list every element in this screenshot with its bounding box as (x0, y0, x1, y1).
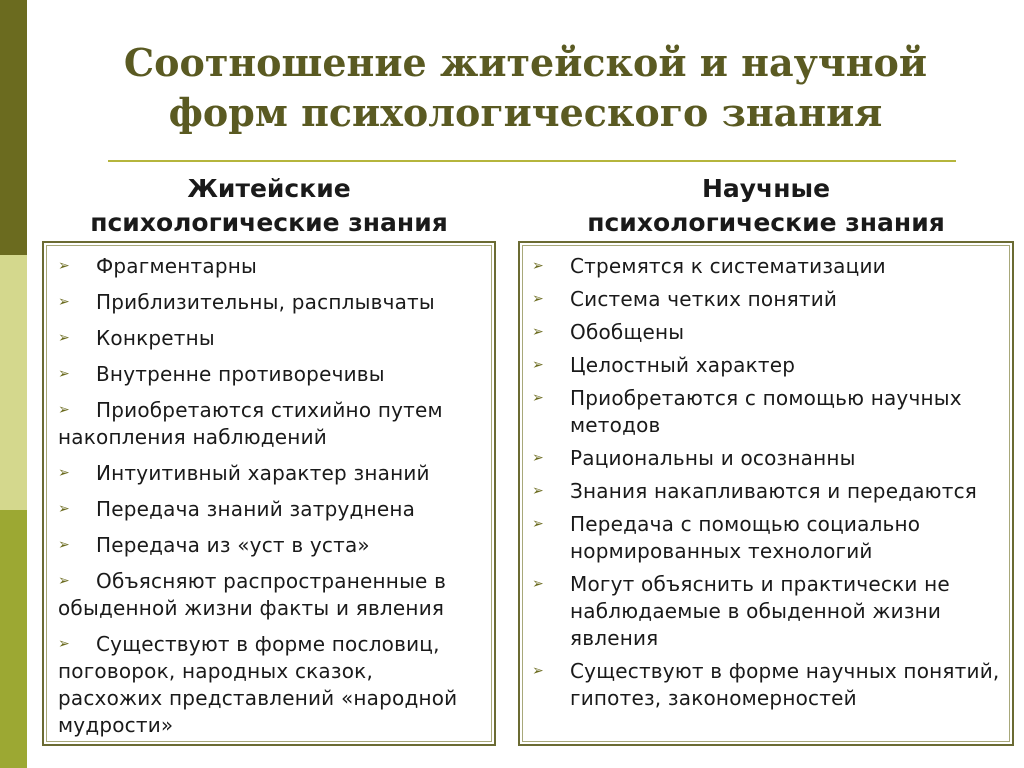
left-column-heading (42, 172, 496, 240)
list-item: ➢ Приобретаются с помощью научных методов (532, 386, 962, 437)
list-item: ➢ Целостный характер (532, 353, 796, 377)
list-item: ➢ Фрагментарны (58, 254, 258, 278)
right-heading-line-2: психологические знания (587, 208, 945, 237)
scientific-knowledge-box (518, 241, 1014, 746)
list-item: ➢ Система четких понятий (532, 287, 838, 311)
scientific-knowledge-list (532, 253, 1004, 712)
right-heading-line-1: Научные (701, 174, 831, 203)
list-item: ➢ Приобретаются стихийно путем накопления наблюдений (58, 398, 443, 449)
list-item: ➢ Передача из «уст в уста» (58, 533, 370, 557)
list-item: ➢ Передача знаний затруднена (58, 497, 416, 521)
decorative-bar-middle (0, 255, 27, 510)
slide-title (27, 38, 1024, 138)
arrow-chevron-icon: ➢ (532, 390, 544, 406)
arrow-chevron-icon: ➢ (532, 291, 544, 307)
right-column-heading (518, 172, 1014, 240)
list-item: ➢ Существуют в форме пословиц, поговорок, народных сказок, расхожих представлений «народной мудрости» (58, 632, 458, 737)
arrow-chevron-icon: ➢ (532, 258, 544, 274)
list-item: ➢ Знания накапливаются и передаются (532, 479, 977, 503)
arrow-chevron-icon: ➢ (532, 576, 544, 592)
arrow-chevron-icon: ➢ (532, 663, 544, 679)
left-heading-line-2: психологические знания (90, 208, 448, 237)
list-item: ➢ Существуют в форме научных понятий, гипотез, закономерностей (532, 659, 1000, 710)
arrow-chevron-icon: ➢ (532, 357, 544, 373)
everyday-knowledge-list (58, 253, 484, 739)
list-item: ➢ Рациональны и осознанны (532, 446, 856, 470)
left-heading-line-1: Житейские (187, 174, 351, 203)
arrow-chevron-icon: ➢ (58, 537, 70, 553)
arrow-chevron-icon: ➢ (532, 324, 544, 340)
list-item: ➢ Интуитивный характер знаний (58, 461, 430, 485)
everyday-knowledge-box (42, 241, 496, 746)
list-item: ➢ Передача с помощью социально нормированных технологий (532, 512, 921, 563)
title-line-1: Соотношение житейской и научной (123, 40, 928, 85)
arrow-chevron-icon: ➢ (58, 636, 70, 652)
list-item: ➢ Конкретны (58, 326, 215, 350)
list-item: ➢ Могут объяснить и практически не наблюдаемые в обыденной жизни явления (532, 572, 950, 650)
arrow-chevron-icon: ➢ (532, 483, 544, 499)
list-item: ➢ Объясняют распространенные в обыденной жизни факты и явления (58, 569, 447, 620)
title-divider (108, 160, 956, 162)
title-line-2: форм психологического знания (168, 90, 883, 135)
arrow-chevron-icon: ➢ (58, 330, 70, 346)
arrow-chevron-icon: ➢ (58, 366, 70, 382)
decorative-bar-top (0, 0, 27, 255)
list-item: ➢ Приблизительны, расплывчаты (58, 290, 435, 314)
arrow-chevron-icon: ➢ (58, 258, 70, 274)
arrow-chevron-icon: ➢ (58, 573, 70, 589)
arrow-chevron-icon: ➢ (58, 402, 70, 418)
list-item: ➢ Стремятся к систематизации (532, 254, 886, 278)
list-item: ➢ Обобщены (532, 320, 685, 344)
decorative-bar-bottom (0, 510, 27, 768)
arrow-chevron-icon: ➢ (58, 501, 70, 517)
arrow-chevron-icon: ➢ (532, 450, 544, 466)
arrow-chevron-icon: ➢ (58, 465, 70, 481)
arrow-chevron-icon: ➢ (532, 516, 544, 532)
arrow-chevron-icon: ➢ (58, 294, 70, 310)
list-item: ➢ Внутренне противоречивы (58, 362, 385, 386)
